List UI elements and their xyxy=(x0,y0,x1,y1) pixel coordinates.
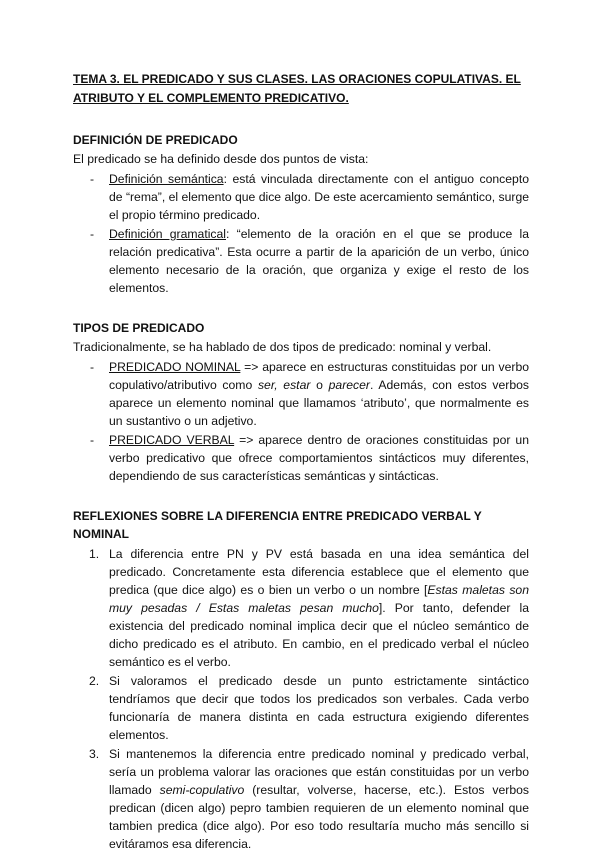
list-number: 1. xyxy=(89,547,100,561)
reflexion-3-text-b: (resultar, volverse, hacerse, etc.). Estos verbos predican (dicen algo) pepro tambien requieren de un elemento nominal que tambien predica (dice algo). Por eso todo resultaría mucho más sencillo si evitáramos esa diferencia. xyxy=(109,783,529,851)
reflexion-1-text-a: La diferencia entre PN y PV está basada en una idea semántica del predicado. Concretamente esta diferencia establece que el elemento que predica (que dice algo) es o bien un verbo o un nombre [ xyxy=(109,547,529,597)
term-definicion-semantica: Definición semántica xyxy=(109,172,224,186)
text-nominal-parecer: parecer xyxy=(328,378,370,392)
definicion-list xyxy=(73,170,529,297)
heading-reflexiones: REFLEXIONES SOBRE LA DIFERENCIA ENTRE PREDICADO VERBAL Y NOMINAL xyxy=(73,509,482,541)
heading-definicion: DEFINICIÓN DE PREDICADO xyxy=(73,133,238,147)
text-nominal-3: . Además, con estos verbos aparece un elemento nominal que llamamos ‘atributo’, que normalmente es un sustantivo o un adjetivo. xyxy=(109,378,530,428)
tipos-intro: Tradicionalmente, se ha hablado de dos tipos de predicado: nominal y verbal. xyxy=(73,340,492,354)
reflexion-3-text-a: Si mantenemos la diferencia entre predicado nominal y predicado verbal, sería un problema valorar las oraciones que están constituidas por un verbo llamado xyxy=(109,747,529,797)
term-predicado-nominal: PREDICADO NOMINAL xyxy=(109,360,241,374)
term-predicado-verbal: PREDICADO VERBAL xyxy=(109,433,235,447)
list-item-reflexion-3 xyxy=(73,745,529,853)
text-nominal-2: o xyxy=(310,378,329,392)
heading-tipos: TIPOS DE PREDICADO xyxy=(73,321,205,335)
text-definicion-semantica: : está vinculada directamente con el antiguo concepto de “rema”, el elemento que dice algo. De este acercamiento semántico, surge el propio término predicado. xyxy=(109,172,530,222)
text-verbal: => aparece dentro de oraciones constituidas por un verbo predicativo que ofrece comportamientos sintácticos muy diferentes, dependiendo de sus características semánticas y sintácticas. xyxy=(109,433,529,483)
definicion-intro: El predicado se ha definido desde dos puntos de vista: xyxy=(73,152,369,166)
list-item-definicion-gramatical xyxy=(73,225,529,297)
reflexion-1-text-b: ]. Por tanto, defender la existencia del predicado nominal implica decir que el núcleo semántico de dicho predicado es el atributo. En cambio, en el predicado verbal el núcleo semántico es el verbo. xyxy=(109,601,529,669)
text-definicion-gramatical: : “elemento de la oración en el que se produce la relación predicativa”. Esta ocurre a partir de la aparición de un verbo, único elemento necesario de la oración, que organiza y exige el resto de los elementos. xyxy=(109,227,529,295)
list-item-predicado-verbal xyxy=(73,431,529,485)
list-item-reflexion-1 xyxy=(73,545,529,671)
list-item-reflexion-2 xyxy=(73,672,529,744)
text-nominal-1: => aparece en estructuras constituidas por un verbo copulativo/atributivo como xyxy=(109,360,529,392)
list-number: 3. xyxy=(89,747,100,761)
tipos-list xyxy=(73,358,529,485)
list-item-definicion-semantica xyxy=(73,170,529,224)
reflexion-3-term: semi-copulativo xyxy=(159,783,245,797)
term-definicion-gramatical: Definición gramatical xyxy=(109,227,226,241)
list-number: 2. xyxy=(89,674,100,688)
reflexion-1-example: Estas maletas son muy pesadas / Estas maletas pesan mucho xyxy=(109,583,529,615)
reflexiones-list xyxy=(73,545,529,853)
text-nominal-verbs: ser, estar xyxy=(257,378,311,392)
reflexion-2-text: Si valoramos el predicado desde un punto estrictamente sintáctico tendríamos que decir que todos los predicados son verbales. Cada verbo funcionaría de manera distinta en cada estructura exigiendo diferentes elementos. xyxy=(109,674,529,742)
list-item-predicado-nominal xyxy=(73,358,529,430)
document-title: TEMA 3. EL PREDICADO Y SUS CLASES. LAS ORACIONES COPULATIVAS. EL ATRIBUTO Y EL COMPLEMENTO PREDICATIVO. xyxy=(73,72,521,105)
